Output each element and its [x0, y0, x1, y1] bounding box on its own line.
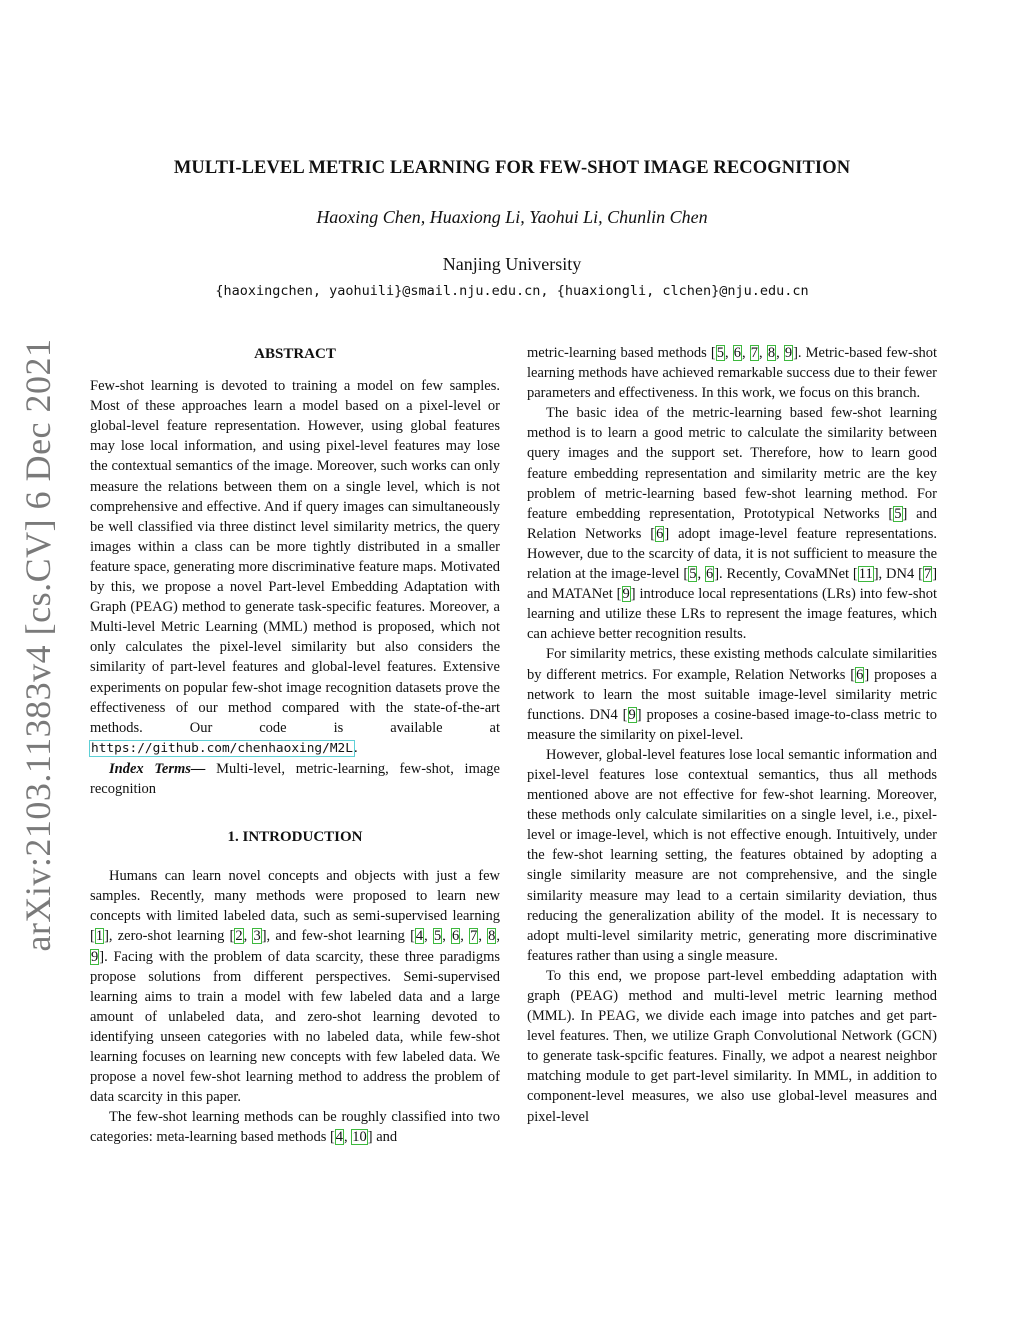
citation-link[interactable]: 2: [235, 928, 243, 945]
citation-link[interactable]: 9: [622, 586, 630, 603]
citation-link[interactable]: 5: [433, 928, 442, 945]
citation-link[interactable]: 7: [470, 928, 478, 945]
citation-link[interactable]: 4: [415, 928, 424, 945]
citation-link[interactable]: 9: [91, 948, 99, 965]
code-link-period: .: [353, 739, 358, 756]
citation-link[interactable]: 6: [452, 928, 460, 945]
text-run: ,: [243, 928, 253, 945]
code-link[interactable]: https://github.com/chenhaoxing/M2L: [91, 740, 353, 756]
citation-link[interactable]: 7: [750, 345, 759, 361]
author-list: Haoxing Chen, Huaxiong Li, Yaohui Li, Chunlin Chen: [316, 207, 708, 227]
author-emails: {haoxingchen, yaohuili}@smail.nju.edu.cn, {huaxiongli, clchen}@nju.edu.cn: [215, 283, 809, 299]
text-run: ], and few-shot learning [: [261, 928, 415, 945]
abstract-text: Few-shot learning is devoted to training a model on few samples. Most of these approaches learn a model based on a pixel-level or global-level feature representation. However, using global features may lose local information, and using pixel-level features may lose the contextual semantics of the image. Moreover, such works can only measure the relations between them on a single level, which is not comprehensive and effective. And if query images can simultaneously be well classified via three distinct level similarity metrics, the query images within a class can be more tightly distributed in a smaller feature space, generating more discriminative feature maps. Motivated by this, we propose a novel Part-level Embedding Adaptation with Graph (PEAG) method to generate task-specific features. Moreover, a Multi-level Metric Learning (MML) method is proposed, which not only calculates the pixel-level similarity but also considers the similarity of part-level features and global-level features. Extensive experiments on popular few-shot image recognition datasets prove the effectiveness of our method compared with the state-of-the-art methods. Our code is available at: [90, 378, 500, 736]
intro-paragraph-4: [527, 644, 937, 744]
abstract-heading: ABSTRACT: [254, 346, 336, 362]
index-terms-text: Multi-level, metric-learning, few-shot, image recognition: [90, 760, 500, 797]
text-run: ] adopt image-level feature representations. However, due to the scarcity of data, it is not sufficient to measure the relation at the image-level [: [527, 525, 937, 583]
index-terms-label: Index Terms—: [109, 760, 206, 777]
citation-link[interactable]: 5: [716, 345, 725, 361]
citation-link[interactable]: 6: [705, 566, 714, 583]
text-run: ] and: [367, 1129, 398, 1146]
affiliation: Nanjing University: [442, 254, 582, 274]
citation-link[interactable]: 8: [488, 928, 496, 945]
text-run: ]. Facing with the problem of data scarcity, these three paradigms propose solutions from different perspectives. Semi-supervised learning aims to train a model with few labeled data and a large amount of unlabeled data, and zero-shot learning devoted to identifying unseen categories with no labeled data, while few-shot learning focuses on learning new concepts with few labeled data. We propose a novel few-shot learning method to address the problem of data scarcity in this paper.: [90, 948, 500, 1106]
citation-link[interactable]: 9: [628, 706, 636, 723]
intro-paragraph-2-continued: metric-learning based methods [5, 6, 7, 8, 9]. Metric-based few-shot learning methods have achieved remarkable success due to their fewer parameters and effectiveness. In this work, we focus on this branch.: [527, 345, 938, 402]
citation-link[interactable]: 5: [689, 566, 697, 583]
citation-link[interactable]: 4: [335, 1129, 344, 1146]
citation-link[interactable]: 8: [767, 345, 776, 361]
citation-link[interactable]: 6: [856, 666, 864, 683]
citation-link[interactable]: 1: [95, 928, 104, 945]
text-run: Humans can learn novel concepts and objects with just a few samples. Recently, many methods were proposed to learn new concepts with limited labeled data, such as semi-supervised learning [: [90, 868, 500, 945]
text-run: ] proposes a cosine-based image-to-class metric to measure the similarity on pixel-level.: [527, 706, 937, 743]
citation-link[interactable]: 7: [923, 566, 932, 583]
citation-link[interactable]: 11: [858, 566, 873, 583]
citation-link[interactable]: 10: [352, 1129, 367, 1146]
arxiv-sidebar: [8, 338, 68, 952]
text-run: ] introduce local representations (LRs) into few-shot learning and utilize these LRs to represent the image features, which can achieve better recognition results.: [527, 586, 937, 643]
text-run: For similarity metrics, these existing methods calculate similarities by different metrics. For example, Relation Networks [: [527, 646, 937, 683]
citation-link[interactable]: 3: [253, 928, 261, 945]
intro-paragraph-1: Humans can learn novel concepts and objects with just a few samples. Recently, many methods were proposed to learn new concepts with limited labeled data, such as semi-supervised learning [1], zero-shot learning [2, 3], and few-shot learning [4, 5, 6, 7, 8, 9]. Facing with the problem of data scarcity, these three paradigms propose solutions from different perspectives. Semi-supervised learning aims to train a model with few labeled data and a large amount of unlabeled data, and zero-shot learning devoted to identifying unseen categories with no labeled data, while few-shot learning focuses on learning new concepts with few labeled data. We propose a novel few-shot learning method to address the problem of data scarcity in this paper.: [90, 868, 501, 1106]
text-run: ] proposes a network to learn the most suitable image-level similarity metric functions. DN4 [: [527, 666, 937, 723]
text-run: ], zero-shot learning [: [104, 928, 235, 945]
citation-link[interactable]: 6: [733, 345, 742, 361]
intro-paragraph-6: To this end, we propose part-level embedding adaptation with graph (PEAG) method and multi-level metric learning method (MML). In PEAG, we divide each image into patches and get part-level features. Then, we utilize Graph Convolutional Network (GCN) to generate task-spcific features. Finally, we adpot a nearest neighbor matching module to get part-level similarity. In MML, in addition to component-level measures, we also use global-level measures and pixel-level: [527, 967, 937, 1125]
text-run: ], DN4 [: [873, 566, 923, 583]
text-run: The basic idea of the metric-learning based few-shot learning method is to learn a good metric to calculate the similarity between query images and the support set. Therefore, how to learn good feature embedding representation and similarity metric are the key problem of metric-learning based few-shot learning method. For feature embedding representation, Prototypical Networks [: [527, 405, 937, 522]
text-run: The few-shot learning methods can be roughly classified into two categories: meta-learning based methods [: [90, 1109, 500, 1146]
text-run: metric-learning based methods [: [527, 345, 716, 361]
intro-paragraph-2: The few-shot learning methods can be roughly classified into two categories: meta-learning based methods [4, 10] and: [90, 1109, 500, 1146]
text-run: ] and Relation Networks [: [527, 505, 938, 542]
text-run: ]. Metric-based few-shot learning methods have achieved remarkable success due to their fewer parameters and effectiveness. In this work, we focus on this branch.: [527, 345, 938, 402]
introduction-heading: 1. INTRODUCTION: [227, 829, 363, 846]
index-terms: [90, 759, 500, 799]
abstract-paragraph: [90, 376, 500, 759]
text-run: ]. Recently, CovaMNet [: [714, 566, 858, 583]
citation-link[interactable]: 9: [784, 345, 793, 361]
intro-paragraph-5: However, global-level features lose local semantic information and pixel-level features lose contextual semantics, thus all methods mentioned above are not effective for few-shot learning. Moreover, these methods only calculate similarities on a single level, i.e., pixel-level or image-level, which is not effective enough. Intuitively, under the few-shot learning setting, the features obtained by adopting a single similarity measure are not comprehensive, and the single similarity measure may lead to a certain similarity deviation, thus reducing the generalization ability of the model. It is necessary to adopt multi-level similarity metric, generating more discriminative features rather than using a single measure.: [527, 746, 937, 964]
intro-paragraph-3: The basic idea of the metric-learning based few-shot learning method is to learn a good metric to calculate the similarity between query images and the support set. Therefore, how to learn good feature embedding representation and similarity metric are the key problem of metric-learning based few-shot learning method. For feature embedding representation, Prototypical Networks [5] and Relation Networks [6] adopt image-level feature representations. However, due to the scarcity of data, it is not sufficient to measure the relation at the image-level [5, 6]. Recently, CovaMNet [11], DN4 [7] and MATANet [9] introduce local representations (LRs) into few-shot learning and utilize these LRs to represent the image features, which can achieve better recognition results.: [527, 405, 938, 643]
citation-link[interactable]: 5: [894, 505, 902, 522]
arxiv-identifier: arXiv:2103.11383v4 [cs.CV] 6 Dec 2021: [18, 338, 58, 952]
paper-title: MULTI-LEVEL METRIC LEARNING FOR FEW-SHOT IMAGE RECOGNITION: [173, 158, 851, 178]
citation-link[interactable]: 6: [656, 525, 664, 542]
text-run: ] and MATANet [: [527, 566, 938, 603]
right-column: [527, 343, 937, 1127]
left-column: [90, 344, 500, 1147]
